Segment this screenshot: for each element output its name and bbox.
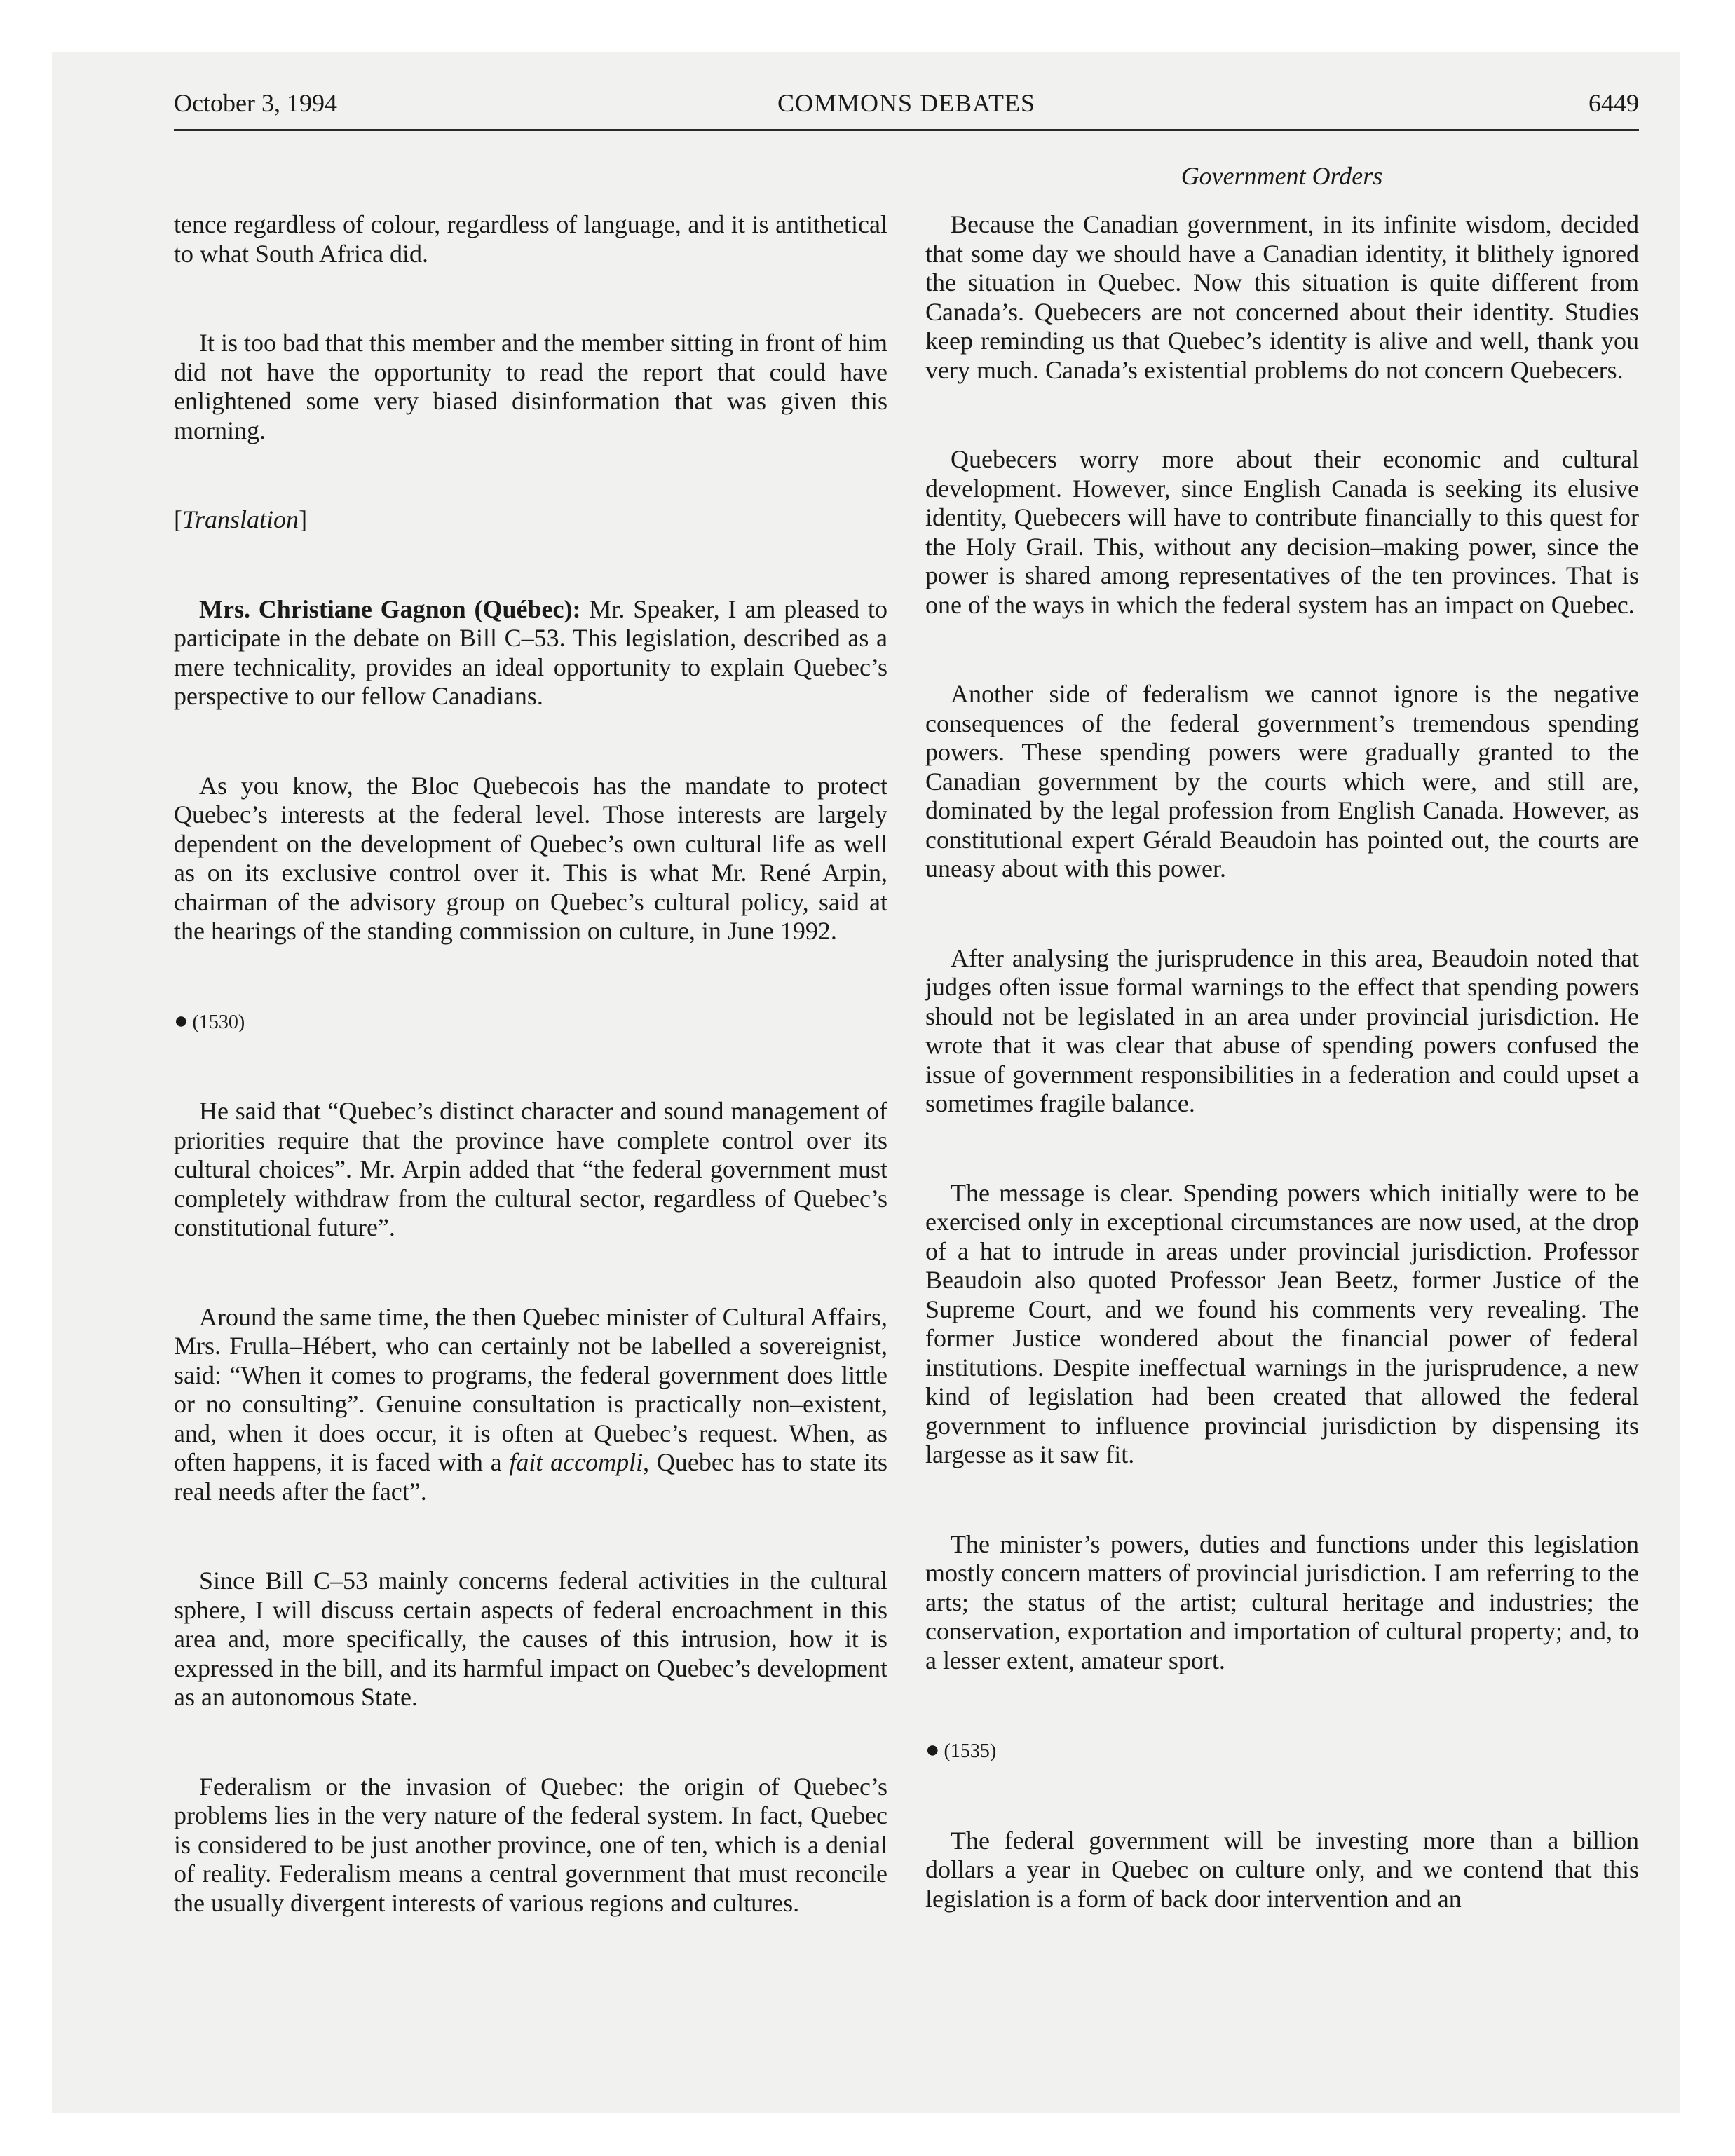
paragraph: The minister’s powers, duties and functions under this legislation mostly concern matters of provincial jurisdiction. I am referring to the arts; the status of the artist; cultural heritage and industries; the conservation, exportation and importation of cultural property; and, to a lesser extent, amateur sport. — [925, 1529, 1639, 1674]
bullet-icon: ● — [925, 1737, 940, 1763]
translation-tag-text: Translation — [182, 505, 299, 533]
paragraph-text: , Quebec has to state its real needs after the fact”. — [174, 1448, 887, 1506]
header-date: October 3, 1994 — [174, 89, 337, 117]
paragraph: tence regardless of colour, regardless of language, and it is antithetical to what South Africa did. — [174, 210, 887, 268]
paragraph: As you know, the Bloc Quebecois has the mandate to protect Quebec’s interests at the federal level. Those interests are largely dependent on the development of Quebec’s own cultural life as well as on its exclusive control over it. This is what Mr. René Arpin, chairman of the advisory group on Quebec’s cultural policy, said at the hearings of the standing commission on culture, in June 1992. — [174, 771, 887, 945]
time-marker-label: (1535) — [944, 1740, 997, 1762]
header-publication: COMMONS DEBATES — [777, 89, 1036, 117]
time-marker — [925, 1735, 1639, 1766]
header-rule — [174, 129, 1639, 131]
translation-tag: [Translation] — [174, 505, 308, 533]
bullet-icon: ● — [174, 1007, 189, 1034]
right-column — [925, 210, 1639, 1974]
speech-text: Mr. Speaker, I am pleased to participate in the debate on Bill C–53. This legislation, described as a mere technicality, provides an ideal opportunity to explain Quebec’s perspective to our fellow Canadians. — [174, 594, 887, 710]
speaker-name: Mrs. Christiane Gagnon (Québec): — [199, 594, 581, 623]
header-page-number: 6449 — [1588, 89, 1639, 117]
paragraph: Quebecers worry more about their economic and cultural development. However, since English Canada is seeking its elusive identity, Quebecers will have to contribute financially to this quest for the Holy Grail. This, without any decision–making power, since the power is shared among representatives of the ten provinces. That is one of the ways in which the federal system has an impact on Quebec. — [925, 445, 1639, 619]
paragraph: Another side of federalism we cannot ignore is the negative consequences of the federal government’s tremendous spending powers. These spending powers were gradually granted to the Canadian government by the courts which were, and still are, dominated by the legal profession from English Canada. However, as constitutional expert Gérald Beaudoin has pointed out, the courts are uneasy about with this power. — [925, 680, 1639, 882]
italic-phrase: fait accompli — [509, 1448, 644, 1476]
paragraph: The message is clear. Spending powers which initially were to be exercised only in exceptional circumstances are now used, at the drop of a hat to intrude in areas under provincial jurisdiction. Professor Beaudoin also quoted Professor Jean Beetz, former Justice of the Supreme Court, and we found his comments very revealing. The former Justice wondered about the financial power of federal institutions. Despite ineffectual warnings in the jurisprudence, a new kind of legislation had been created that allowed the federal government to influence provincial jurisdiction by dispensing its largesse as it saw fit. — [925, 1178, 1639, 1468]
paragraph: Since Bill C–53 mainly concerns federal activities in the cultural sphere, I will discuss certain aspects of federal encroachment in this area and, more specifically, the causes of this intrusion, how it is expressed in the bill, and its harmful impact on Quebec’s development as an autonomous State. — [174, 1567, 887, 1711]
page-header — [174, 88, 1639, 128]
time-marker — [174, 1007, 887, 1037]
paragraph: Because the Canadian government, in its infinite wisdom, decided that some day we should have a Canadian identity, it blithely ignored the situation in Quebec. Now this situation is quite different from Canada’s. Quebecers are not concerned about their identity. Studies keep reminding us that Quebec’s identity is alive and well, thank you very much. Canada’s existential problems do not concern Quebecers. — [925, 210, 1639, 384]
paragraph-speech — [174, 595, 887, 711]
paragraph: Federalism or the invasion of Quebec: the origin of Quebec’s problems lies in the very nature of the federal system. In fact, Quebec is considered to be just another province, one of ten, which is a denial of reality. Federalism means a central government that must reconcile the usually divergent interests of various regions and cultures. — [174, 1772, 887, 1917]
paragraph: It is too bad that this member and the member sitting in front of him did not have the opportunity to read the report that could have enlightened some very biased disinformation that was given this morning. — [174, 329, 887, 444]
paragraph: The federal government will be investing more than a billion dollars a year in Quebec on culture only, and we contend that this legislation is a form of back door intervention and an — [925, 1826, 1639, 1913]
paragraph — [174, 1303, 887, 1507]
time-marker-label: (1530) — [192, 1011, 245, 1033]
section-label: Government Orders — [1181, 162, 1383, 190]
paragraph: He said that “Quebec’s distinct character and sound management of priorities require that the province have complete control over its cultural choices”. Mr. Arpin added that “the federal government must completely withdraw from the cultural sector, regardless of Quebec’s constitutional future”. — [174, 1097, 887, 1241]
paragraph-text: Around the same time, the then Quebec minister of Cultural Affairs, Mrs. Frulla–Hébert, who can certainly not be labelled a sovereignist, said: “When it comes to programs, the federal government does little or no consulting”. Genuine consultation is practically non–existent, and, when it does occur, it is often at Quebec’s request. When, as often happens, it is faced with a — [174, 1302, 887, 1476]
left-column — [174, 210, 887, 1978]
paragraph: After analysing the jurisprudence in this area, Beaudoin noted that judges often issue formal warnings to the effect that spending powers should not be legislated in an area under provincial jurisdiction. He wrote that it was clear that abuse of spending powers confused the issue of government responsibilities in a federation and could upset a sometimes fragile balance. — [925, 943, 1639, 1117]
